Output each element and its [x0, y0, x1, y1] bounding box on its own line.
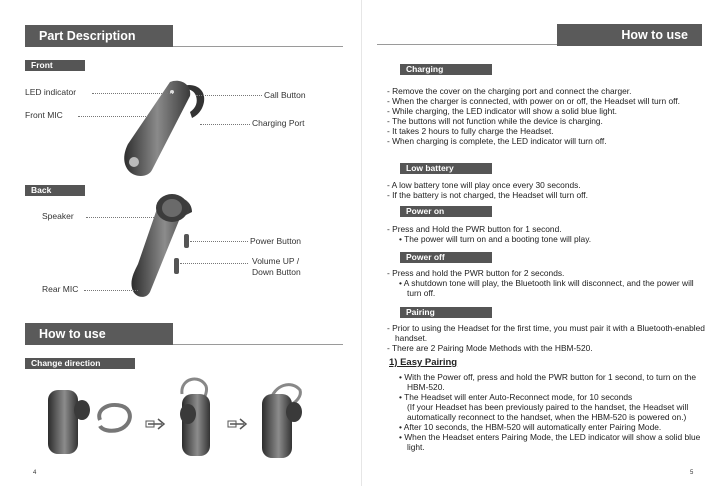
volume-label-line1: Volume UP / [252, 256, 300, 266]
power-on-sub: • The power will turn on and a booting tone will play. [399, 234, 592, 244]
easy-pairing-item-4: • When the Headset enters Pairing Mode, the LED indicator will show a solid blue light. [399, 432, 701, 452]
speaker-label: Speaker [42, 211, 74, 221]
led-leader-line [92, 93, 174, 94]
power-on-tab: Power on [400, 206, 492, 217]
low-battery-line-2: - If the battery is not charged, the Headset will turn off. [387, 190, 588, 200]
easy-pairing-note: (If your Headset has been previously paired to the handset, the Headset will automatically reconnect to the handset, when the HBM-520 is powered on.) [407, 402, 689, 422]
easy-pairing-item-2: • The Headset will enter Auto-Reconnect mode, for 10 seconds [399, 392, 633, 402]
page-number-right: 5 [690, 470, 694, 476]
pairing-tab: Pairing [400, 307, 492, 318]
back-tab: Back [25, 185, 85, 196]
charging-line-6: - When charging is complete, the LED indicator will turn off. [387, 136, 607, 146]
charging-line-5: - It takes 2 hours to fully charge the Headset. [387, 126, 554, 136]
front-mic-label: Front MIC [25, 110, 63, 120]
charging-port-label: Charging Port [252, 118, 305, 128]
power-button-label: Power Button [250, 236, 302, 246]
rear-mic-label: Rear MIC [42, 284, 79, 294]
easy-pairing-list [387, 372, 707, 452]
power-off-tab: Power off [400, 252, 492, 263]
power-on-line: - Press and Hold the PWR button for 1 second. [387, 224, 562, 234]
how-to-use-header-left [25, 323, 173, 345]
change-direction-illustration [30, 372, 330, 462]
rear-mic-leader-line [84, 290, 138, 291]
headset-without-hook [48, 390, 90, 454]
pairing-list [387, 323, 707, 353]
arrow-icon [228, 419, 246, 429]
led-indicator-label: LED indicator [25, 87, 77, 97]
page-number-left: 4 [33, 470, 37, 476]
header-rule [173, 46, 343, 47]
change-direction-tab: Change direction [25, 358, 135, 369]
pairing-line-1: - Prior to using the Headset for the first time, you must pair it with a Bluetooth-enabled handset. [387, 323, 705, 343]
power-off-sub: • A shutdown tone will play, the Bluetooth link will disconnect, and the power will turn off. [399, 278, 694, 298]
charging-tab: Charging [400, 64, 492, 75]
volume-label-line2: Down Button [252, 267, 301, 277]
charging-line-4: - The buttons will not function while the device is charging. [387, 116, 603, 126]
arrow-icon [146, 419, 164, 429]
call-button-leader-line [196, 95, 262, 96]
power-off-list [387, 268, 707, 298]
how-to-use-header-right [557, 24, 702, 46]
header-rule-right [377, 44, 557, 45]
charging-line-3: - While charging, the LED indicator will show a solid blue light. [387, 106, 617, 116]
charging-line-2: - When the charger is connected, with power on or off, the Headset will turn off. [387, 96, 680, 106]
charging-list [387, 86, 707, 146]
front-tab: Front [25, 60, 85, 71]
call-button-label: Call Button [264, 90, 306, 100]
easy-pairing-title: 1) Easy Pairing [389, 357, 458, 368]
how-to-use-rule-left [173, 344, 343, 345]
low-battery-line-1: - A low battery tone will play once every 30 seconds. [387, 180, 581, 190]
easy-pairing-item-1: • With the Power off, press and hold the PWR button for 1 second, to turn on the HBM-520. [399, 372, 696, 392]
how-to-use-title-left: How to use [39, 327, 106, 341]
part-description-header [25, 25, 173, 47]
low-battery-list [387, 180, 707, 200]
easy-pairing-item-3: • After 10 seconds, the HBM-520 will automatically enter Pairing Mode. [399, 422, 662, 432]
pairing-line-2: - There are 2 Pairing Mode Methods with the HBM-520. [387, 343, 593, 353]
volume-leader-line [180, 263, 248, 264]
charging-line-1: - Remove the cover on the charging port and connect the charger. [387, 86, 632, 96]
front-mic-leader-line [78, 116, 150, 117]
front-headset-image [112, 72, 212, 180]
headset-hook-attaching [180, 379, 210, 456]
low-battery-tab: Low battery [400, 163, 492, 174]
right-page [362, 0, 724, 486]
power-off-line: - Press and hold the PWR button for 2 seconds. [387, 268, 565, 278]
power-on-list [387, 224, 707, 244]
back-headset-image [130, 188, 220, 304]
charging-port-leader-line [200, 124, 250, 125]
part-description-title: Part Description [39, 29, 136, 43]
how-to-use-title-right: How to use [621, 28, 688, 42]
speaker-leader-line [86, 217, 156, 218]
headset-with-hook [262, 385, 302, 458]
power-button-leader-line [190, 241, 248, 242]
ear-hook [99, 405, 130, 431]
